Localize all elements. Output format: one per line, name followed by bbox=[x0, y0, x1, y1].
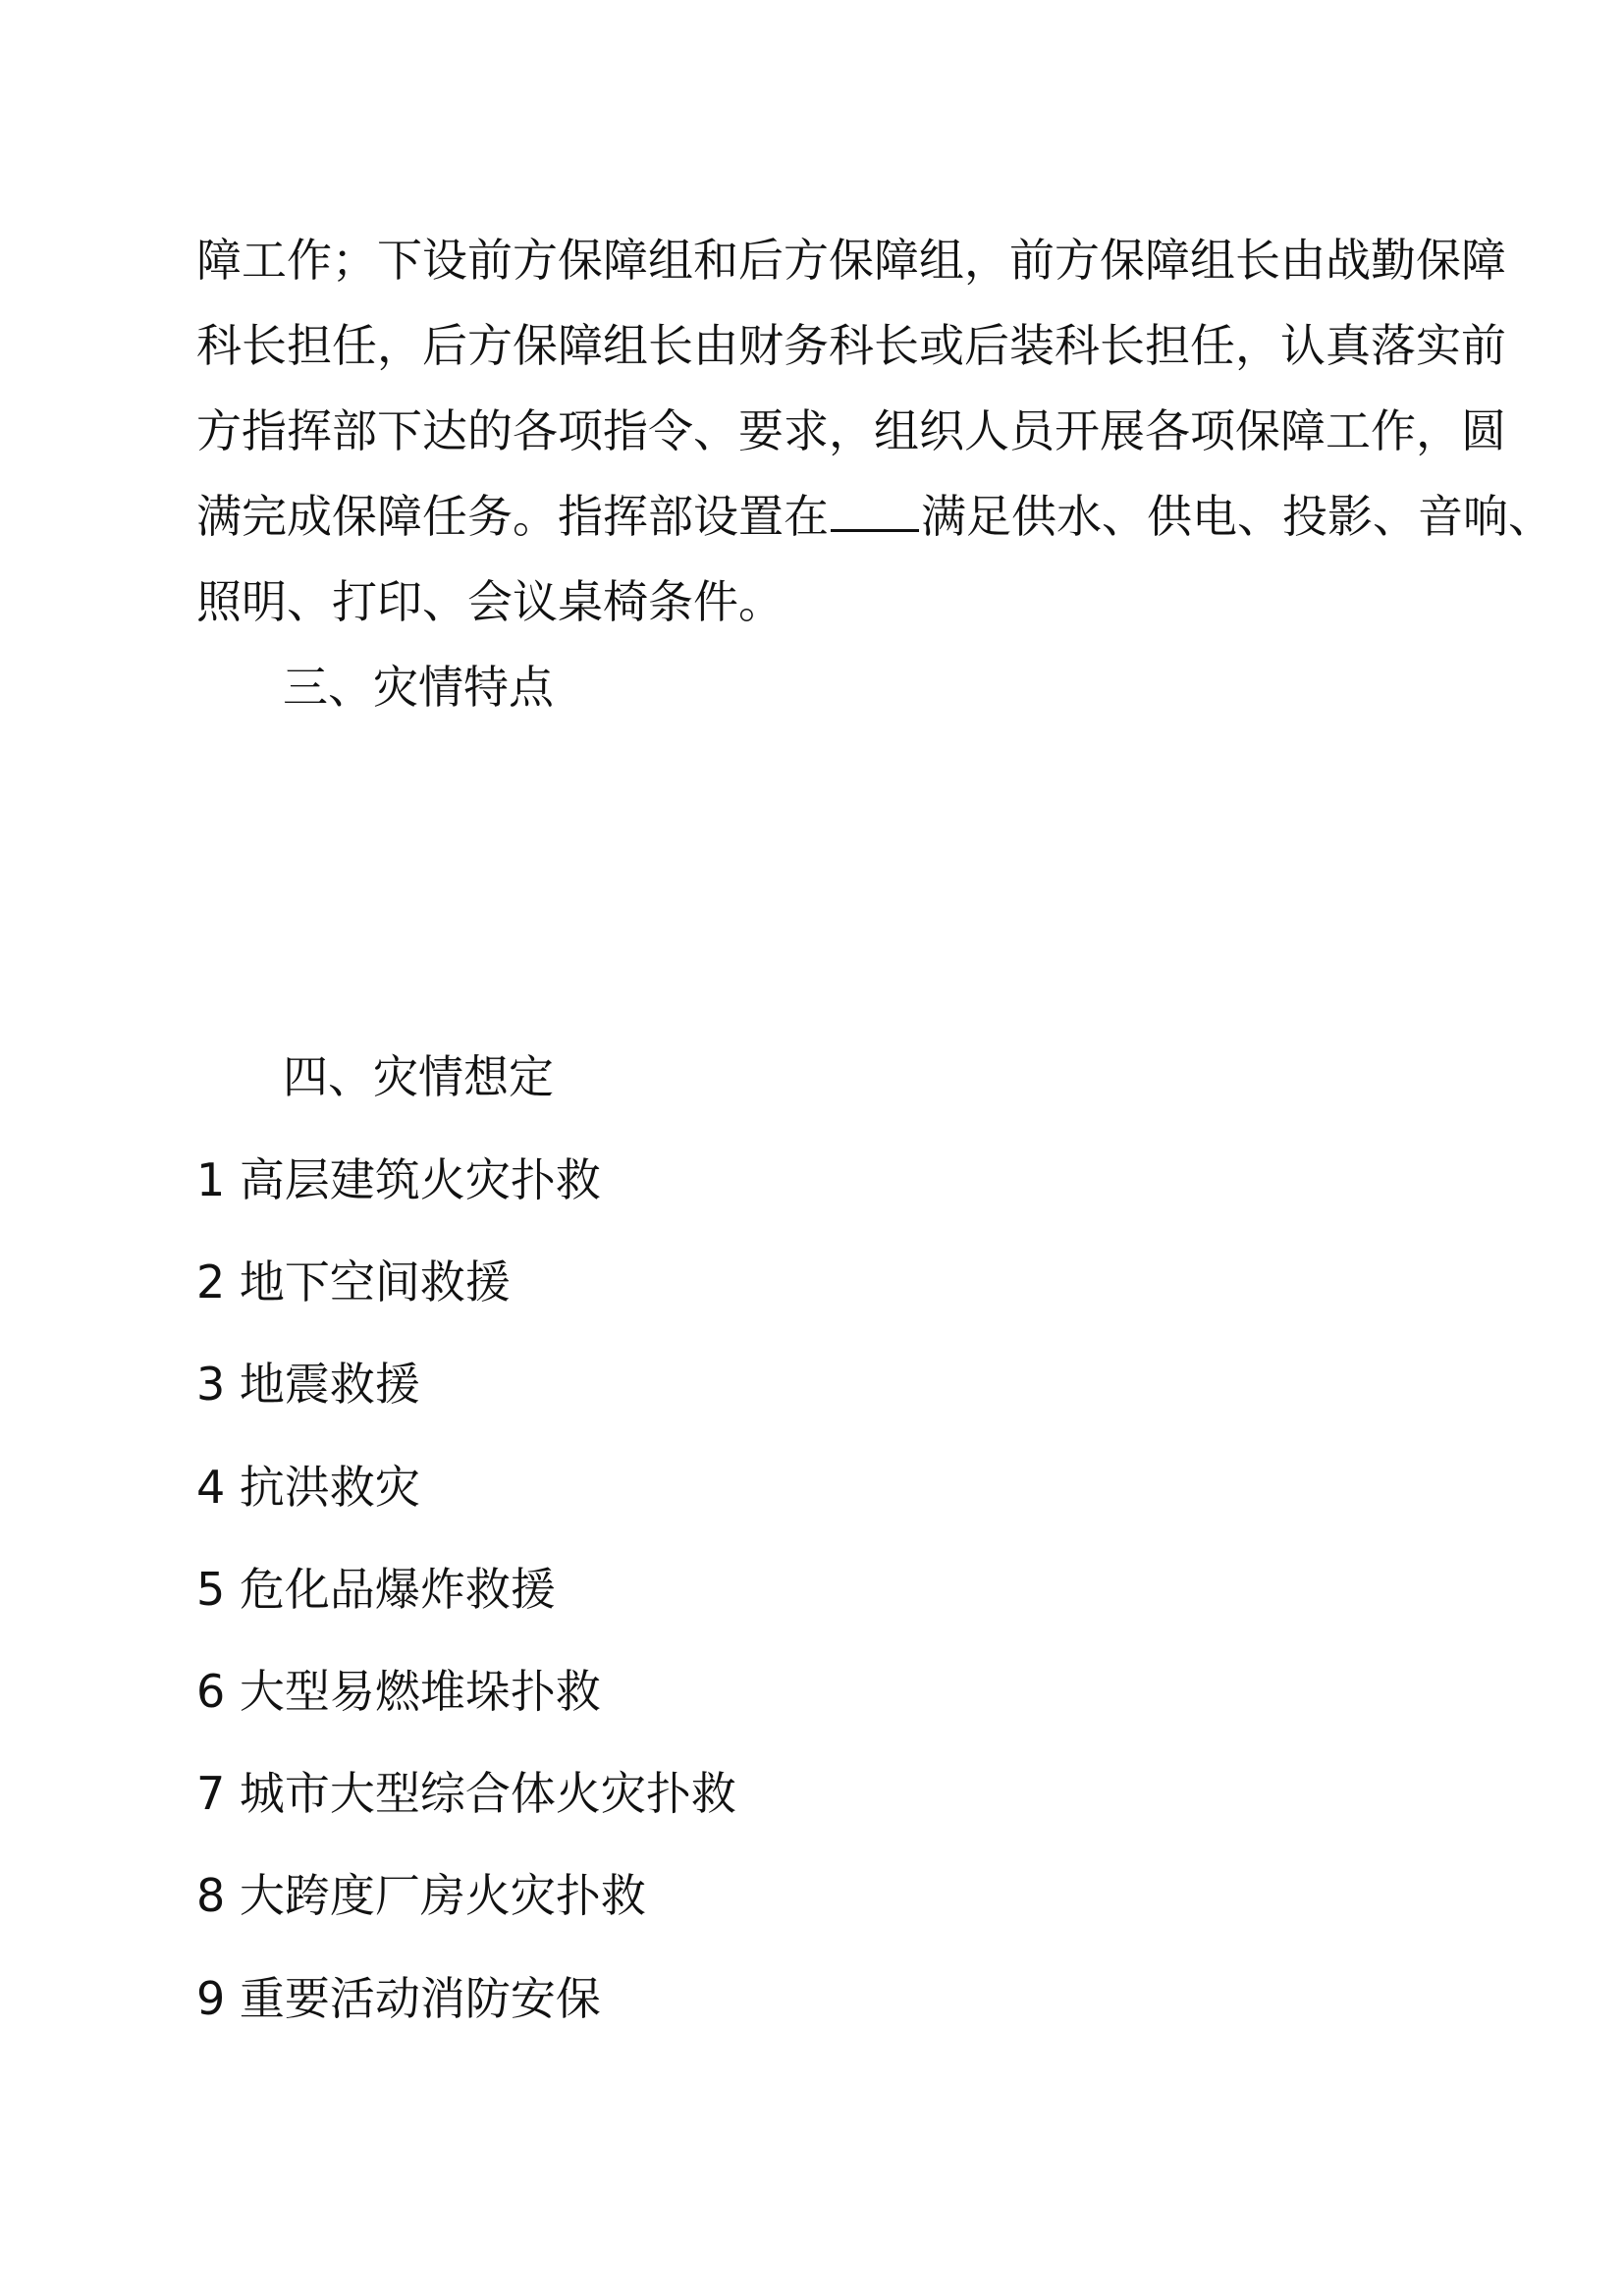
paragraph-line-2: 科长担任，后方保障组长由财务科长或后装科长担任，认真落实前 bbox=[196, 319, 1506, 372]
list-item: 5 危化品爆炸救援 bbox=[196, 1563, 556, 1616]
list-item: 6 大型易燃堆垛扑救 bbox=[196, 1665, 601, 1718]
list-item: 2 地下空间救援 bbox=[196, 1255, 511, 1308]
section-4-heading: 四、灾情想定 bbox=[283, 1050, 554, 1103]
paragraph-line-4-before: 满完成保障任务。指挥部设置在 bbox=[196, 490, 829, 543]
paragraph-line-5: 照明、打印、会议桌椅条件。 bbox=[196, 575, 784, 628]
section-3-heading: 三、灾情特点 bbox=[283, 661, 554, 714]
list-item: 3 地震救援 bbox=[196, 1358, 420, 1411]
fill-in-blank bbox=[831, 490, 919, 532]
paragraph-line-3: 方指挥部下达的各项指令、要求，组织人员开展各项保障工作，圆 bbox=[196, 404, 1506, 457]
list-item: 9 重要活动消防安保 bbox=[196, 1972, 601, 2025]
list-item: 7 城市大型综合体火灾扑救 bbox=[196, 1767, 736, 1820]
paragraph-line-1: 障工作；下设前方保障组和后方保障组，前方保障组长由战勤保障 bbox=[196, 234, 1506, 287]
paragraph-line-4 bbox=[196, 487, 1553, 546]
list-item: 8 大跨度厂房火灾扑救 bbox=[196, 1869, 646, 1922]
list-item: 1 高层建筑火灾扑救 bbox=[196, 1153, 601, 1206]
list-item: 4 抗洪救灾 bbox=[196, 1461, 420, 1514]
paragraph-line-4-after: 满足供水、供电、投影、音响、 bbox=[921, 490, 1553, 543]
